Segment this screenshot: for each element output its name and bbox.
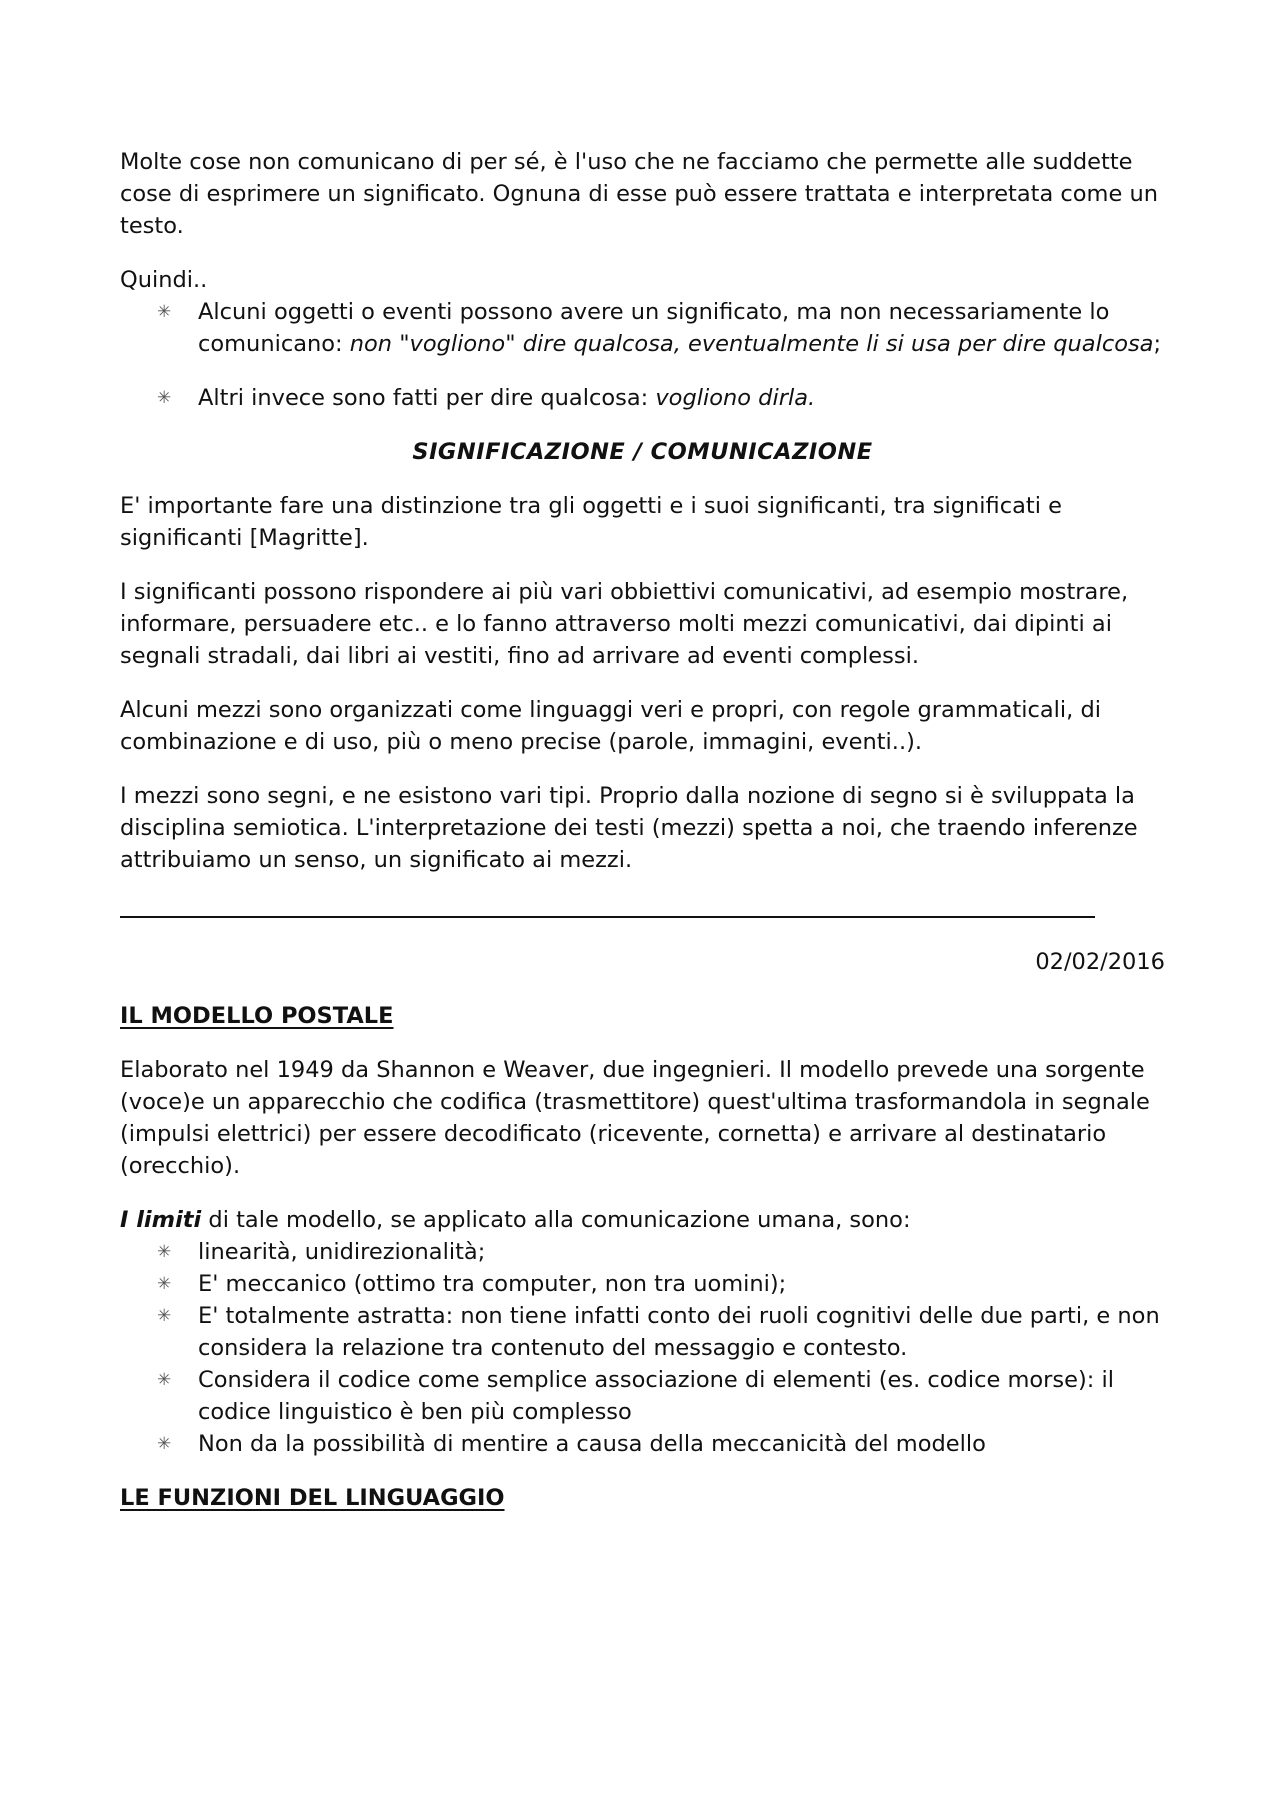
list-item xyxy=(120,1364,1165,1428)
paragraph-shannon-weaver: Elaborato nel 1949 da Shannon e Weaver, due ingegnieri. Il modello prevede una sorgente (voce)e un apparecchio che codifica (trasmettitore) quest'ultima trasformandola in segnale (impulsi elettrici) per essere decodificato (ricevente, cornetta) e arrivare al destinatario (orecchio). xyxy=(120,1057,1150,1179)
list-item xyxy=(120,1428,1165,1460)
list-item-text: E' totalmente astratta: non tiene infatti conto dei ruoli cognitivi delle due parti, e non considera la relazione tra contenuto del messaggio e contesto. xyxy=(198,1303,1160,1361)
asterisk-bullet-icon: ✳ xyxy=(157,1434,172,1454)
asterisk-bullet-icon: ✳ xyxy=(157,1242,172,1262)
date-label: 02/02/2016 xyxy=(1035,949,1165,975)
intro-paragraph: Molte cose non comunicano di per sé, è l'uso che ne facciamo che permette alle suddette cose di esprimere un significato. Ognuna di esse può essere trattata e interpretata come un testo. xyxy=(120,149,1158,239)
asterisk-bullet-icon: ✳ xyxy=(157,302,172,322)
paragraph-magritte: E' importante fare una distinzione tra gli oggetti e i suoi significanti, tra significati e significanti [Magritte]. xyxy=(120,493,1062,551)
quindi-text: Quindi.. xyxy=(120,267,208,293)
list-item-text: E' meccanico (ottimo tra computer, non tra uomini); xyxy=(198,1271,787,1297)
list-item-text: Considera il codice come semplice associazione di elementi (es. codice morse): il codice linguistico è ben più complesso xyxy=(198,1367,1114,1425)
meaning-list xyxy=(120,296,1165,414)
document-page xyxy=(120,146,1165,1514)
section-title-funzioni-linguaggio: LE FUNZIONI DEL LINGUAGGIO xyxy=(120,1485,505,1511)
limits-list xyxy=(120,1236,1165,1460)
list-item-italic: non "vogliono" dire qualcosa, eventualmente li si usa per dire qualcosa xyxy=(349,331,1154,357)
asterisk-bullet-icon: ✳ xyxy=(157,1274,172,1294)
list-item xyxy=(120,296,1165,360)
paragraph-segni: I mezzi sono segni, e ne esistono vari tipi. Proprio dalla nozione di segno si è sviluppata la disciplina semiotica. L'interpretazione dei testi (mezzi) spetta a noi, che traendo inferenze attribuiamo un senso, un significato ai mezzi. xyxy=(120,783,1138,873)
paragraph-significanti: I significanti possono rispondere ai più vari obbiettivi comunicativi, ad esempio mostrare, informare, persuadere etc.. e lo fanno attraverso molti mezzi comunicativi, dai dipinti ai segnali stradali, dai libri ai vestiti, fino ad arrivare ad eventi complessi. xyxy=(120,579,1129,669)
section-title-modello-postale: IL MODELLO POSTALE xyxy=(120,1003,394,1029)
paragraph-mezzi-linguaggi: Alcuni mezzi sono organizzati come linguaggi veri e propri, con regole grammaticali, di combinazione e di uso, più o meno precise (parole, immagini, eventi..). xyxy=(120,697,1101,755)
list-item-tail: ; xyxy=(1153,331,1162,357)
limits-intro xyxy=(120,1204,1165,1236)
list-item xyxy=(120,1268,1165,1300)
list-item-text: Alcuni oggetti o eventi possono avere un significato, ma non necessariamente lo comunicano: xyxy=(198,299,1110,357)
limits-lead-rest: di tale modello, se applicato alla comunicazione umana, sono: xyxy=(201,1207,911,1233)
list-item xyxy=(120,382,1165,414)
list-item xyxy=(120,1300,1165,1364)
asterisk-bullet-icon: ✳ xyxy=(157,1370,172,1390)
list-item xyxy=(120,1236,1165,1268)
asterisk-bullet-icon: ✳ xyxy=(157,1306,172,1326)
section-heading-significazione: SIGNIFICAZIONE / COMUNICAZIONE xyxy=(412,439,873,465)
list-item-italic: vogliono dirla. xyxy=(655,385,816,411)
list-item-text: linearità, unidirezionalità; xyxy=(198,1239,486,1265)
limits-lead-bold: I limiti xyxy=(120,1207,202,1233)
horizontal-divider xyxy=(120,916,1095,918)
asterisk-bullet-icon: ✳ xyxy=(157,388,172,408)
list-item-text: Non da la possibilità di mentire a causa della meccanicità del modello xyxy=(198,1431,986,1457)
list-item-text: Altri invece sono fatti per dire qualcosa: xyxy=(198,385,656,411)
